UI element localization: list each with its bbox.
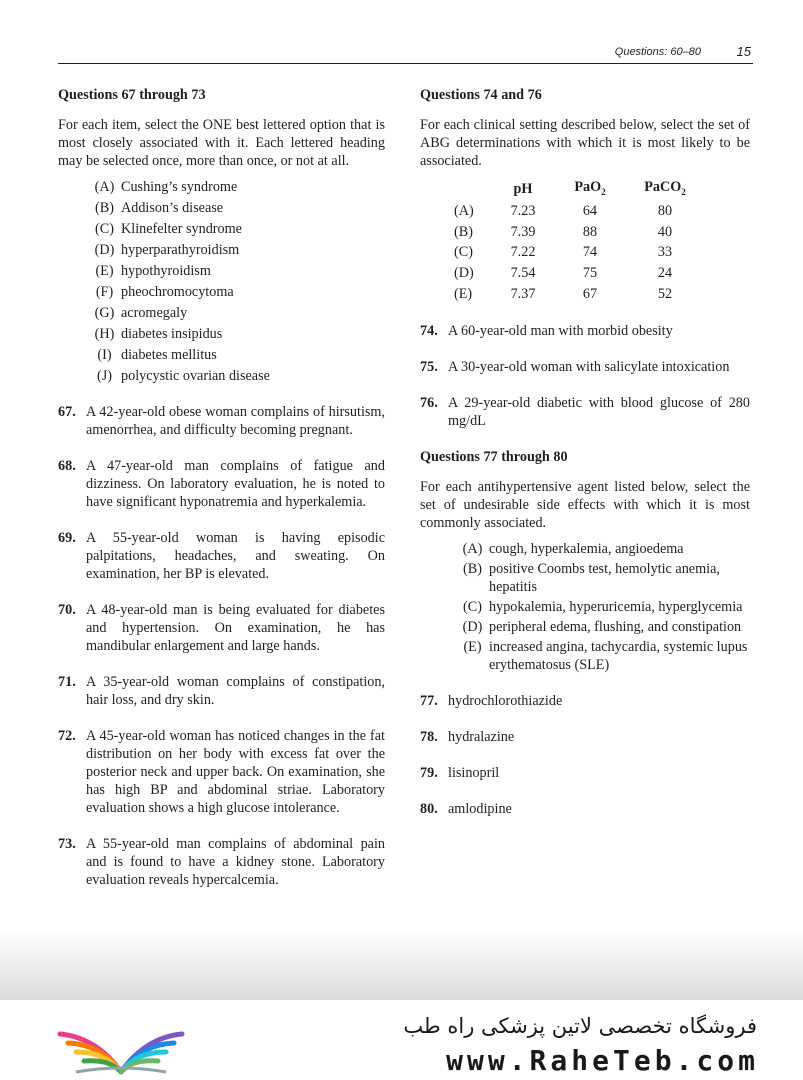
- question-76: [420, 394, 750, 430]
- option-text: Addison’s disease: [121, 200, 224, 216]
- section-instructions: For each item, select the ONE best lettered option that is most closely associated with it. Each lettered heading may be selected once, more than once, or not at all.: [58, 117, 385, 169]
- option-text: hyperparathyroidism: [121, 242, 240, 258]
- col-header-pao2: PaO$_2$: [574, 179, 606, 197]
- option-letter: (G): [94, 305, 115, 321]
- option-letter: (B): [463, 560, 482, 577]
- option-text: acromegaly: [121, 305, 188, 321]
- question-text: A 48-year-old man is being evaluated for diabetes and hypertension. On examination, he has mandibular enlargement and large hands.: [86, 602, 385, 654]
- cell-pao2: 74: [582, 244, 598, 261]
- question-text: A 45-year-old woman has noticed changes in the fat distribution on her body with excess fat over the posterior neck and upper back. On examination, she has high BP and abdominal striae. Laboratory evaluation shows a high glucose intolerance.: [86, 728, 385, 816]
- cell-ph: 7.23: [510, 203, 536, 220]
- question-number: 69.: [58, 530, 76, 546]
- option-letter: (E): [463, 638, 482, 655]
- option-letter: (C): [463, 598, 482, 615]
- question-68: [58, 457, 385, 511]
- abg-header-row: [454, 178, 706, 201]
- option-item: [456, 638, 750, 674]
- question-72: [58, 727, 385, 817]
- option-list: [58, 178, 385, 385]
- shop-name: فروشگاه تخصصی لاتین پزشکی راه طب: [403, 1014, 757, 1038]
- page-bottom-shadow: [0, 930, 803, 1000]
- option-text: diabetes mellitus: [121, 347, 217, 363]
- open-book-rainbow-icon: [46, 1010, 196, 1080]
- shop-url: www.RaheTeb.com: [446, 1044, 759, 1077]
- option-text: positive Coombs test, hemolytic anemia, hepatitis: [489, 560, 720, 595]
- cell-paco2: 24: [657, 264, 673, 281]
- abg-table: [454, 178, 706, 304]
- option-text: peripheral edema, flushing, and constipation: [489, 618, 742, 635]
- option-text: hypothyroidism: [121, 263, 211, 279]
- question-text: hydrochlorothiazide: [448, 692, 563, 709]
- option-item: [88, 304, 385, 322]
- question-text: A 47-year-old man complains of fatigue and dizziness. On laboratory evaluation, he is noted to have significant hyponatremia and hyperkalemia.: [86, 458, 385, 510]
- cell-paco2: 40: [657, 223, 673, 240]
- question-number: 77.: [420, 692, 438, 709]
- section-title-67-73: Questions 67 through 73: [58, 87, 206, 103]
- question-number: 76.: [420, 394, 438, 411]
- option-letter: (I): [97, 347, 112, 363]
- question-69: [58, 529, 385, 583]
- question-number: 72.: [58, 728, 76, 744]
- section-title-74-76: Questions 74 and 76: [420, 87, 542, 103]
- option-letter: (C): [95, 221, 114, 237]
- option-text: polycystic ovarian disease: [121, 368, 270, 384]
- option-text: Cushing’s syndrome: [121, 179, 238, 195]
- option-letter: (D): [94, 242, 115, 258]
- option-letter: (A): [462, 540, 483, 557]
- question-78: [420, 728, 750, 746]
- question-text: lisinopril: [448, 764, 500, 781]
- question-number: 73.: [58, 836, 76, 852]
- section-title-77-80: Questions 77 through 80: [420, 448, 568, 465]
- cell-ph: 7.22: [510, 244, 536, 261]
- option-text: increased angina, tachycardia, systemic lupus erythematosus (SLE): [489, 638, 748, 673]
- table-row: [454, 283, 706, 304]
- option-text: diabetes insipidus: [121, 326, 223, 342]
- row-letter: (E): [454, 285, 473, 302]
- cell-paco2: 33: [657, 244, 673, 261]
- row-letter: (B): [454, 223, 473, 240]
- question-text: hydralazine: [448, 728, 515, 745]
- option-item: [88, 325, 385, 343]
- cell-pao2: 67: [582, 285, 598, 302]
- section-instructions: For each clinical setting described below, select the set of ABG determinations with which it is most likely to be associated.: [420, 117, 750, 169]
- col-header-paco2: PaCO$_2$: [644, 179, 686, 197]
- question-text: A 55-year-old man complains of abdominal pain and is found to have a kidney stone. Laboratory evaluation reveals hypercalcemia.: [86, 836, 385, 888]
- question-number: 74.: [420, 322, 438, 339]
- question-text: A 29-year-old diabetic with blood glucose of 280 mg/dL: [448, 394, 750, 429]
- option-text: Klinefelter syndrome: [121, 221, 242, 237]
- cell-pao2: 64: [582, 203, 598, 220]
- option-text: hypokalemia, hyperuricemia, hyperglycemia: [489, 598, 743, 615]
- option-item: [88, 367, 385, 385]
- watermark-footer: [0, 1000, 803, 1080]
- question-77: [420, 692, 750, 710]
- question-number: 70.: [58, 602, 76, 618]
- cell-paco2: 80: [657, 203, 673, 220]
- question-number: 68.: [58, 458, 76, 474]
- table-row: [454, 242, 706, 263]
- question-80: [420, 800, 750, 818]
- running-title: Questions: 60–80: [614, 46, 701, 58]
- table-row: [454, 221, 706, 242]
- row-letter: (C): [454, 244, 473, 261]
- col-header-ph: pH: [513, 181, 533, 198]
- page-header: [58, 46, 753, 64]
- option-list: [420, 540, 750, 674]
- option-letter: (F): [95, 284, 114, 300]
- option-item: [88, 262, 385, 280]
- option-item: [88, 199, 385, 217]
- question-number: 71.: [58, 674, 76, 690]
- cell-ph: 7.39: [510, 223, 536, 240]
- row-letter: (D): [454, 264, 474, 281]
- option-item: [456, 540, 750, 558]
- question-74: [420, 322, 750, 340]
- question-71: [58, 673, 385, 709]
- question-text: amlodipine: [448, 800, 512, 817]
- cell-pao2: 88: [582, 223, 598, 240]
- option-text: pheochromocytoma: [121, 284, 234, 300]
- question-number: 75.: [420, 358, 438, 375]
- question-number: 79.: [420, 764, 438, 781]
- option-item: [456, 618, 750, 636]
- table-row: [454, 263, 706, 284]
- option-letter: (D): [462, 618, 483, 635]
- option-item: [88, 178, 385, 196]
- question-text: A 42-year-old obese woman complains of hirsutism, amenorrhea, and difficulty becoming pregnant.: [86, 404, 385, 438]
- question-70: [58, 601, 385, 655]
- question-73: [58, 835, 385, 889]
- question-text: A 55-year-old woman is having episodic palpitations, headaches, and sweating. On examination, her BP is elevated.: [86, 530, 385, 582]
- option-letter: (J): [97, 368, 112, 384]
- page-number: 15: [736, 44, 751, 59]
- option-letter: (A): [94, 179, 115, 195]
- left-column: [58, 86, 385, 889]
- question-75: [420, 358, 750, 376]
- cell-ph: 7.37: [510, 285, 536, 302]
- cell-ph: 7.54: [510, 264, 536, 281]
- question-number: 78.: [420, 728, 438, 745]
- question-text: A 60-year-old man with morbid obesity: [448, 322, 673, 339]
- row-letter: (A): [454, 203, 474, 220]
- cell-pao2: 75: [582, 264, 598, 281]
- option-item: [88, 346, 385, 364]
- question-number: 67.: [58, 404, 76, 420]
- option-item: [88, 220, 385, 238]
- question-67: [58, 403, 385, 439]
- question-text: A 30-year-old woman with salicylate intoxication: [448, 358, 730, 375]
- cell-paco2: 52: [657, 285, 673, 302]
- table-row: [454, 201, 706, 222]
- option-text: cough, hyperkalemia, angioedema: [489, 540, 684, 557]
- option-letter: (B): [95, 200, 114, 216]
- option-item: [88, 241, 385, 259]
- option-item: [456, 598, 750, 616]
- question-79: [420, 764, 750, 782]
- right-column: [420, 86, 750, 818]
- section-instructions: For each antihypertensive agent listed below, select the set of undesirable side effects with which it is most commonly associated.: [420, 478, 750, 531]
- option-item: [456, 560, 750, 596]
- option-letter: (H): [94, 326, 115, 342]
- option-letter: (E): [95, 263, 114, 279]
- option-item: [88, 283, 385, 301]
- question-number: 80.: [420, 800, 438, 817]
- question-text: A 35-year-old woman complains of constipation, hair loss, and dry skin.: [86, 674, 385, 708]
